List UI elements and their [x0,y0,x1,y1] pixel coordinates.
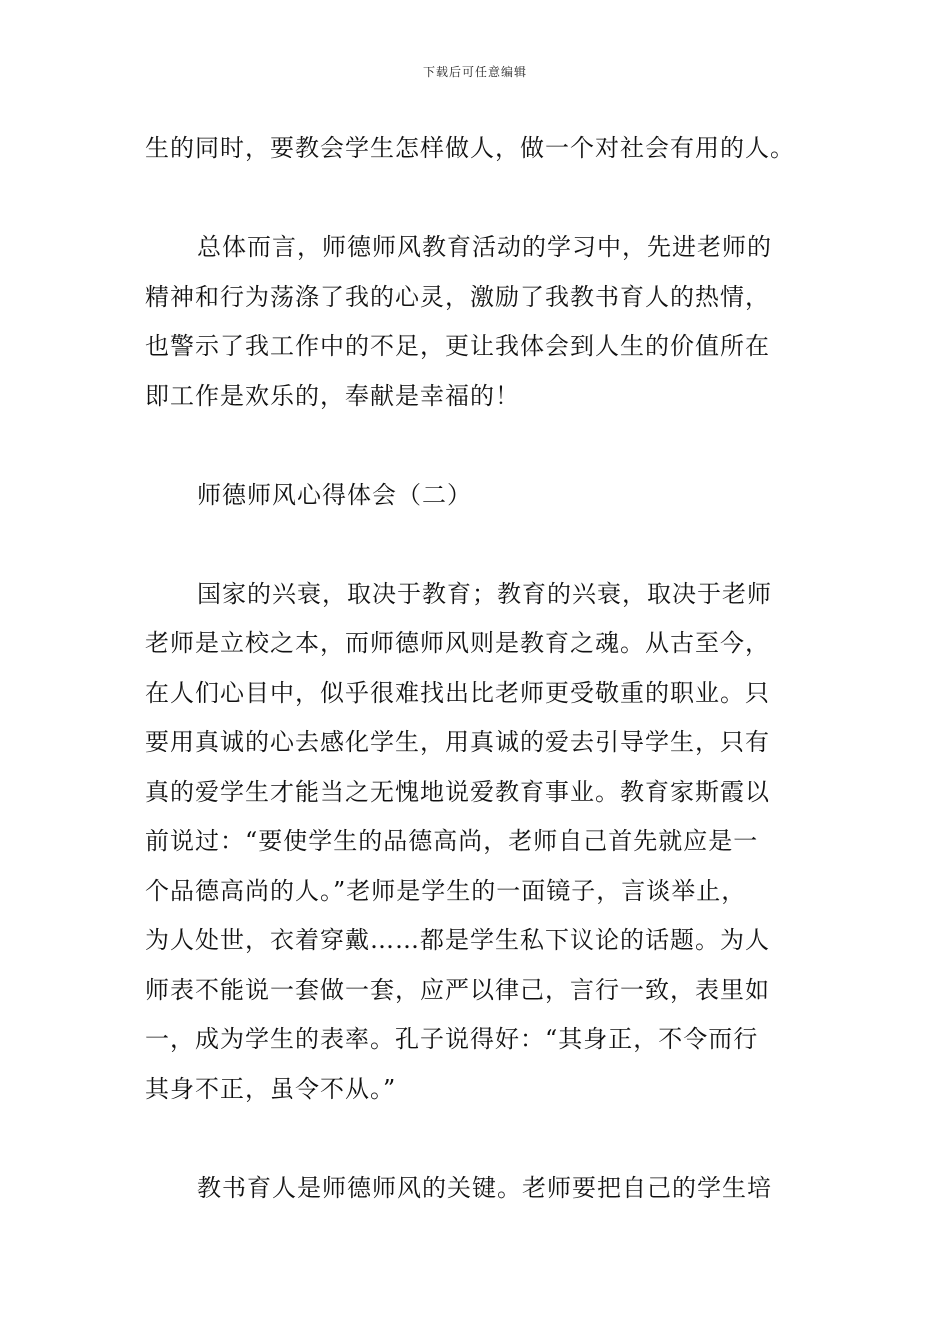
text-line: 精神和行为荡涤了我的心灵，激励了我教书育人的热情， [145,282,770,311]
section-heading: 师德师风心得体会（二） [197,480,472,509]
text-line: 总体而言，师德师风教育活动的学习中，先进老师的 [197,233,772,261]
page-header: 下载后可任意编辑 [422,65,527,79]
text-line: 其身不正，虽令不从。” [145,1074,397,1103]
text-line: 师表不能说一套做一套，应严以律己，言行一致，表里如 [145,975,770,1004]
text-line: 为人处世，衣着穿戴……都是学生私下议论的话题。为人 [145,926,770,954]
paragraph-gap [145,520,809,570]
text-line: 前说过：“要使学生的品德高尚，老师自己首先就应是一 [145,827,759,855]
paragraph-gap [145,174,809,224]
text-line: 老师是立校之本，而师德师风则是教育之魂。从古至今， [145,629,770,657]
text-line: 一，成为学生的表率。孔子说得好：“其身正，不令而行 [145,1025,759,1053]
text-line: 生的同时，要教会学生怎样做人，做一个对社会有用的人。 [145,134,795,162]
text-line: 国家的兴衰，取决于教育；教育的兴衰，取决于老师 [197,579,772,608]
text-line: 在人们心目中，似乎很难找出比老师更受敬重的职业。只 [145,678,770,707]
text-line: 也警示了我工作中的不足，更让我体会到人生的价值所在 [145,332,770,360]
document-body [145,124,809,1213]
text-line: 即工作是欢乐的，奉献是幸福的！ [145,381,520,410]
text-line: 要用真诚的心去感化学生，用真诚的爱去引导学生，只有 [145,728,770,756]
text-line: 教书育人是师德师风的关键。老师要把自己的学生培 [197,1173,772,1202]
paragraph-gap [145,421,809,471]
paragraph-gap [145,1114,809,1164]
text-line: 个品德高尚的人。”老师是学生的一面镜子，言谈举止， [145,876,747,905]
text-line: 真的爱学生才能当之无愧地说爱教育事业。教育家斯霞以 [145,777,770,806]
